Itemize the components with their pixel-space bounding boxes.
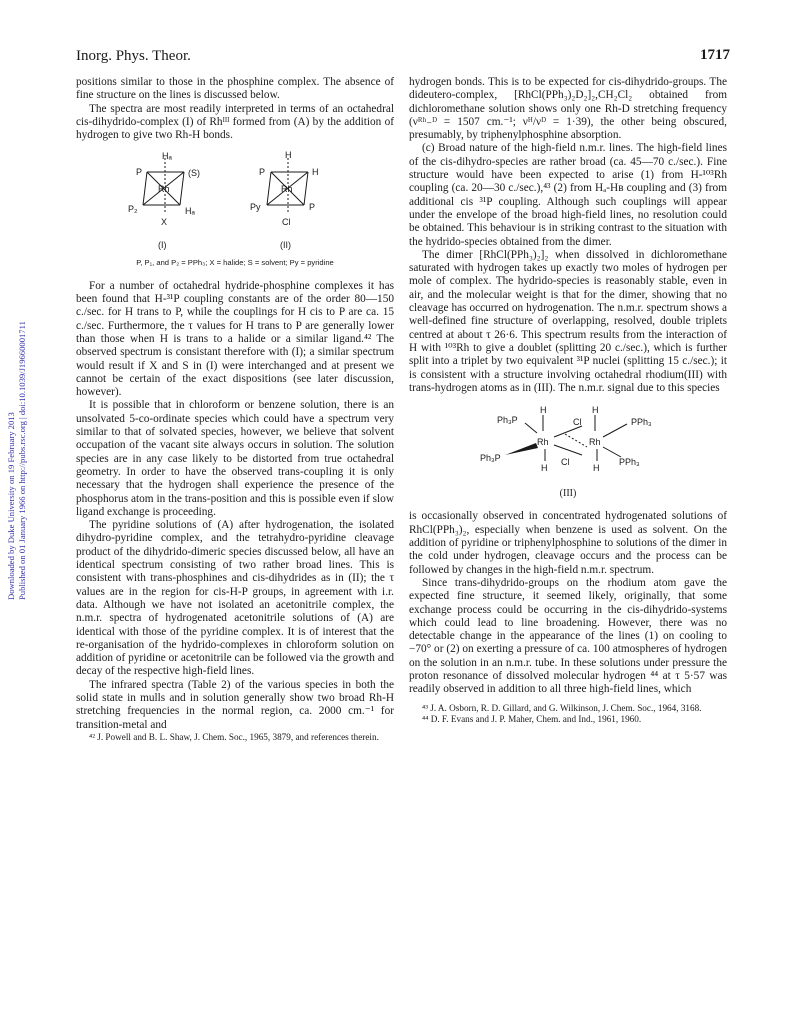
atom-label: P — [259, 167, 266, 178]
wedge-bond — [505, 443, 538, 455]
structure-label: (II) — [280, 240, 291, 251]
atom-label: P — [309, 202, 316, 213]
atom-label: H — [593, 463, 600, 474]
paragraph: It is possible that in chloroform or benzene solution, there is an unsolvated 5-co-ordinate species which could have a spectrum very similar to that of solvated species, however, we believe that solvent occupation of the vacant site always occurs in solution. The solution species are in any case likely to be distorted from true octahedral geometry. In order to have the observed trans-coupling it is only necessary that the hydrogen shall experience the presence of the phosphorus atom in the trans-position and this is possible even if slow ligand exchange is proceeding. — [76, 399, 394, 518]
atom-label: H — [541, 463, 548, 474]
download-watermark — [6, 260, 26, 600]
paragraph: The spectra are most readily interpreted in terms of an octahedral cis-dihydrido-complex (I) of Rhᴵᴵᴵ formed from (A) by the addition of hydrogen to give two Rh-H bonds. — [76, 102, 394, 142]
structure-label: (III) — [559, 488, 577, 500]
atom-label: Rh — [281, 184, 293, 195]
watermark-publication-line: Published on 01 January 1966 on http://pubs.rsc.org | doi:10.1039/J19660001711 — [17, 321, 27, 600]
paragraph: hydrogen bonds. This is to be expected for cis-dihydrido-groups. The dideutero-complex, [RhCl(PPh₃)₂D₂]₂,CH₂Cl₂ obtained from dichloromethane solution shows only one Rh-D stretching frequency (νᴿʰ₋ᴰ = 1507 cm.⁻¹; νᴴ/νᴰ = 1·39), the other being obscured, presumably, by triphenylphosphine absorption. — [409, 76, 727, 142]
atom-label: H — [312, 167, 319, 178]
atom-label: Rh — [589, 437, 601, 448]
right-column — [409, 76, 727, 725]
journal-running-head: Inorg. Phys. Theor. — [76, 48, 191, 64]
dimer-structure-diagram — [409, 403, 727, 485]
atom-label: H — [285, 150, 292, 161]
footnote: ⁴² J. Powell and B. L. Shaw, J. Chem. Soc., 1965, 3879, and references therein. — [89, 731, 379, 742]
atom-label: P — [136, 167, 143, 178]
paragraph: The pyridine solutions of (A) after hydrogenation, the isolated dihydro-pyridine complex, and the tetrahydro-pyridine cleavage product of the dihydrido-dimeric species discussed below, all have an identical spectrum consisting of two rather broad lines. This is consistent with trans-phosphines and cis-dihydrides as in (II); the τ values are in the region for cis-H-P groups, in agreement with i.r. data. Although we have not isolated an acetonitrile complex, the n.m.r. spectra of hydrogenated acetonitrile solutions of (A) are identical with those of the pyridine complex. It is of interest that the re-organisation of the hydrido-complexes in chloroform solution on addition of pyridine or acetonitrile can be followed via the growth and decay of the respective high-field lines. — [76, 519, 394, 678]
figure-caption: P, P₁, and P₂ = PPh₃; X = halide; S = solvent; Py = pyridine — [136, 258, 334, 268]
atom-label: Hₐ — [162, 151, 172, 162]
atom-label: H — [592, 405, 599, 416]
atom-label: Ph₃P — [480, 453, 501, 464]
paragraph: (c) Broad nature of the high-field n.m.r. lines. The high-field lines of the cis-dihydro-species are rather broad (ca. 45—70 c./sec.). Fine structure would have been expected to arise (1) from H-¹⁰³Rh coupling (ca. 20—30 c./sec.),⁴³ (2) from Hₐ-Hʙ coupling and (3) from additional cis ³¹P coupling. Although such couplings will appear under the envelope of the broad high-field lines, no resolution could be obtained. This behaviour is in striking contrast to the situation with the hydrido-species obtained from the dimer. — [409, 142, 727, 248]
footnote: ⁴⁴ D. F. Evans and J. P. Maher, Chem. and Ind., 1961, 1960. — [422, 713, 642, 724]
atom-label: PPh₃ — [619, 457, 640, 468]
atom-label: Rh — [158, 184, 170, 195]
atom-label: Cl — [561, 457, 570, 468]
dimer-figure — [409, 403, 727, 500]
atom-label: Ph₃P — [497, 415, 518, 426]
left-column — [76, 76, 394, 743]
atom-label: H — [540, 405, 547, 416]
paragraph: The infrared spectra (Table 2) of the various species in both the solid state in mulls and in solution generally show two broad Rh-H stretching frequencies in the normal region, ca. 2000 cm.⁻¹ for transition-metal and — [76, 678, 394, 731]
page-number: 1717 — [700, 47, 730, 63]
paragraph: is occasionally observed in concentrated hydrogenated solutions of RhCl(PPh₃)₂, especially when benzene is used as solvent. On the addition of pyridine or triphenylphosphine to solutions of the dimer in the cold under hydrogen, cleavage occurs and the process can be followed by changes in the high-field n.m.r. spectrum. — [409, 510, 727, 576]
atom-label: (S) — [188, 168, 200, 179]
paragraph: Since trans-dihydrido-groups on the rhodium atom gave the expected fine structure, it seemed likely, originally, that some exchange process could be occurring in the cis-dihydrido-systems which could lead to line broadening. However, there was no detectable change in the appearance of the lines (1) on cooling to −70° or (2) on exerting a pressure of ca. 100 atmospheres of hydrogen on the solution in an n.m.r. tube. In these solutions under pressure the proton resonance of dissolved molecular hydrogen ⁴⁴ at τ 5·57 was readily observed in addition to all three high-field lines, which — [409, 576, 727, 696]
paragraph: The dimer [RhCl(PPh₃)₂]₂ when dissolved in dichloromethane saturated with hydrogen takes up exactly two moles of hydrogen per mole of complex. The hydrido-species is reasonably stable, even in air, and the molecular weight is that for the dimer, showing that no cleavage has occurred on hydrogenation. The n.m.r. spectrum shows a well-defined fine structure of overlapping, resolved, double triplets centred at about τ 26·6. This spectrum results from the interaction of H with ¹⁰³Rh to give a doublet (splitting 20 c./sec.), which is further split into a triplet by two equivalent ³¹P nuclei (splitting 15 c./sec.); it is consistent with a structure involving octahedral rhodium(III) with trans-hydrogen atoms as in (III). The n.m.r. signal due to this species — [409, 248, 727, 394]
atom-label: X — [161, 217, 168, 228]
atom-label: Cl — [282, 217, 291, 228]
atom-label: Cl — [573, 417, 582, 428]
footnote: ⁴³ J. A. Osborn, R. D. Gillard, and G. Wilkinson, J. Chem. Soc., 1964, 3168. — [422, 702, 702, 713]
watermark-download-line: Downloaded by Duke University on 19 February 2013 — [6, 412, 16, 600]
paragraph: positions similar to those in the phosphine complex. The absence of fine structure on the lines is discussed below. — [76, 76, 394, 102]
atom-label: Hₐ — [185, 206, 195, 217]
atom-label: PPh₃ — [631, 417, 652, 428]
structures-figure — [76, 150, 394, 269]
paragraph: For a number of octahedral hydride-phosphine complexes it has been found that H-³¹P coupling constants are of the order 80—150 c./sec. for H trans to P, while the couplings for H cis to P are ca. 15 c./sec. Furthermore, the τ values for H trans to P are generally lower than those when H is trans to a halide or a similar ligand.⁴² The observed spectrum is consistant therefore with (I); a similar spectrum would result if X and S in (I) were interchanged and at present we cannot be certain of the exact dispositions (see later discussion, however). — [76, 279, 394, 399]
structure-diagram — [76, 150, 394, 254]
structure-label: (I) — [158, 240, 167, 251]
atom-label: Py — [250, 202, 261, 213]
atom-label: P₂ — [128, 204, 138, 215]
atom-label: Rh — [537, 437, 549, 448]
